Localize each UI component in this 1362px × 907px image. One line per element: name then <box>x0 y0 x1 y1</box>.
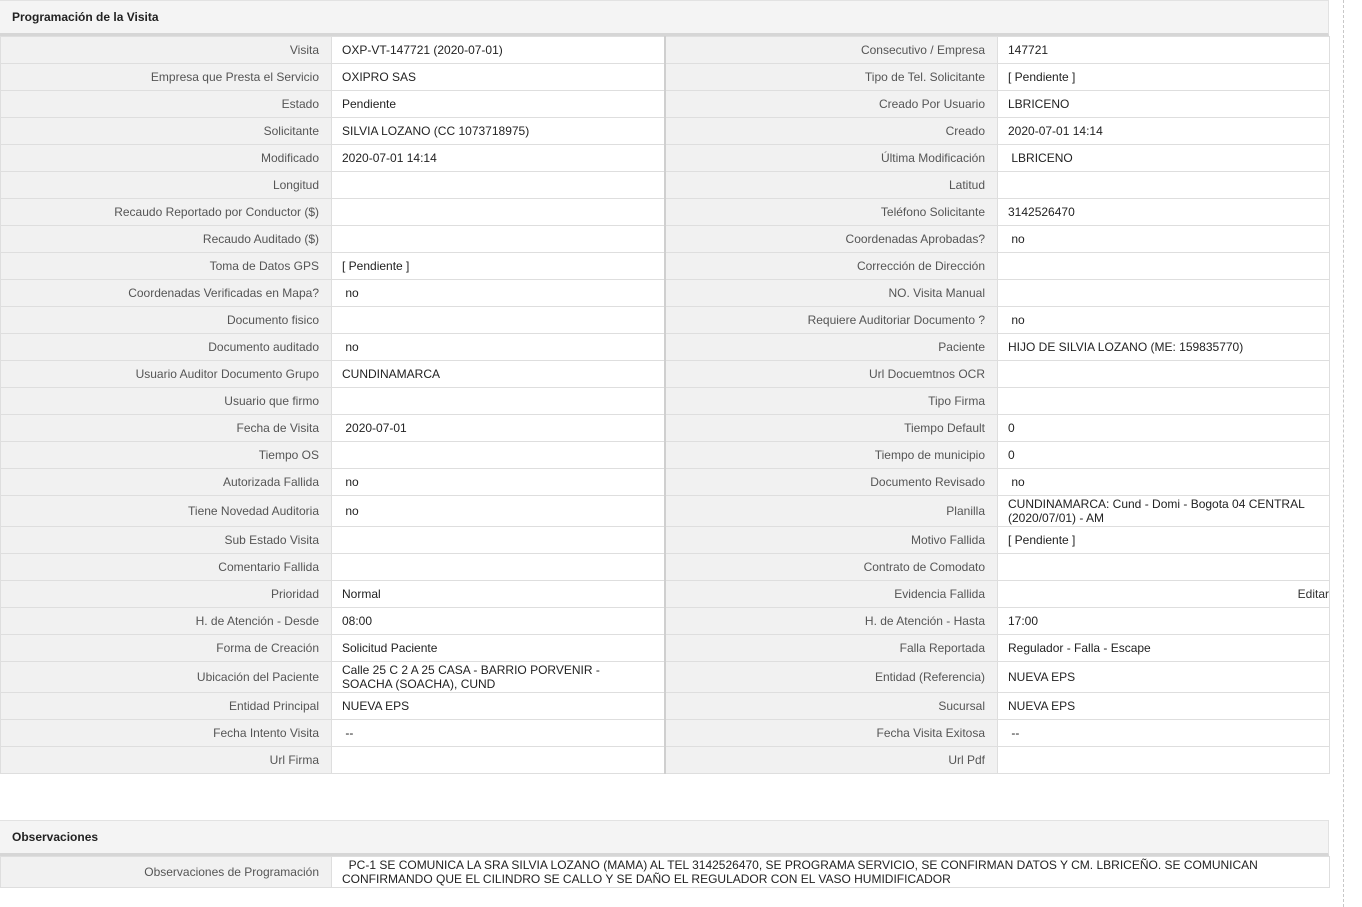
field-label: Ubicación del Paciente <box>1 662 332 693</box>
field-value <box>998 253 1330 280</box>
observaciones-table <box>0 856 1330 888</box>
field-value: SILVIA LOZANO (CC 1073718975) <box>332 118 665 145</box>
field-value: no <box>998 307 1330 334</box>
field-value: NUEVA EPS <box>332 693 665 720</box>
table-row <box>1 496 1330 527</box>
field-value <box>332 226 665 253</box>
field-label: Tiene Novedad Auditoria <box>1 496 332 527</box>
field-value: Pendiente <box>332 91 665 118</box>
field-label: Recaudo Reportado por Conductor ($) <box>1 199 332 226</box>
field-value <box>332 527 665 554</box>
field-value: no <box>998 469 1330 496</box>
field-value: Calle 25 C 2 A 25 CASA - BARRIO PORVENIR - SOACHA (SOACHA), CUND <box>332 662 665 693</box>
field-label: Fecha de Visita <box>1 415 332 442</box>
field-label: Sucursal <box>665 693 998 720</box>
table-row <box>1 253 1330 280</box>
field-label: Entidad (Referencia) <box>665 662 998 693</box>
field-value: NUEVA EPS <box>998 662 1330 693</box>
table-row <box>1 145 1330 172</box>
field-label: Documento auditado <box>1 334 332 361</box>
field-label: Creado Por Usuario <box>665 91 998 118</box>
field-label: Usuario Auditor Documento Grupo <box>1 361 332 388</box>
field-value: 2020-07-01 14:14 <box>332 145 665 172</box>
field-value <box>332 172 665 199</box>
table-row <box>1 388 1330 415</box>
field-value: 3142526470 <box>998 199 1330 226</box>
field-value <box>332 554 665 581</box>
field-value: Solicitud Paciente <box>332 635 665 662</box>
field-label: Tipo de Tel. Solicitante <box>665 64 998 91</box>
visit-details-table <box>0 36 1330 774</box>
field-value: 2020-07-01 <box>332 415 665 442</box>
field-label: Url Firma <box>1 747 332 774</box>
field-label: H. de Atención - Desde <box>1 608 332 635</box>
field-label: Creado <box>665 118 998 145</box>
table-row <box>1 361 1330 388</box>
field-value <box>998 554 1330 581</box>
field-value: no <box>332 469 665 496</box>
field-label: Consecutivo / Empresa <box>665 37 998 64</box>
field-label: Toma de Datos GPS <box>1 253 332 280</box>
table-row <box>1 635 1330 662</box>
panel-title: Observaciones <box>0 820 1329 856</box>
table-row <box>1 442 1330 469</box>
field-value: CUNDINAMARCA <box>332 361 665 388</box>
field-label: Tiempo OS <box>1 442 332 469</box>
field-label: Longitud <box>1 172 332 199</box>
field-label: Usuario que firmo <box>1 388 332 415</box>
field-value: OXIPRO SAS <box>332 64 665 91</box>
field-value <box>332 442 665 469</box>
field-label: Documento fisico <box>1 307 332 334</box>
field-value: HIJO DE SILVIA LOZANO (ME: 159835770) <box>998 334 1330 361</box>
field-value: no <box>332 280 665 307</box>
field-value: no <box>332 496 665 527</box>
field-label: Planilla <box>665 496 998 527</box>
table-row <box>1 693 1330 720</box>
field-value: LBRICENO <box>998 145 1330 172</box>
field-value: -- <box>332 720 665 747</box>
field-label: Fecha Visita Exitosa <box>665 720 998 747</box>
field-value <box>332 747 665 774</box>
panel-title: Programación de la Visita <box>0 0 1329 36</box>
field-label: Empresa que Presta el Servicio <box>1 64 332 91</box>
field-value: Regulador - Falla - Escape <box>998 635 1330 662</box>
table-row <box>1 307 1330 334</box>
table-row <box>1 118 1330 145</box>
table-row <box>1 199 1330 226</box>
field-label: Latitud <box>665 172 998 199</box>
field-label: Url Pdf <box>665 747 998 774</box>
page-divider <box>1343 0 1344 907</box>
table-row <box>1 747 1330 774</box>
field-value <box>998 747 1330 774</box>
field-label: Tiempo de municipio <box>665 442 998 469</box>
field-value <box>998 388 1330 415</box>
field-label: Motivo Fallida <box>665 527 998 554</box>
field-value: 2020-07-01 14:14 <box>998 118 1330 145</box>
field-value <box>332 307 665 334</box>
field-label: Requiere Auditoriar Documento ? <box>665 307 998 334</box>
table-row <box>1 226 1330 253</box>
field-label: Contrato de Comodato <box>665 554 998 581</box>
field-value: no <box>998 226 1330 253</box>
field-value <box>998 581 1330 608</box>
table-row <box>1 91 1330 118</box>
field-label: Tipo Firma <box>665 388 998 415</box>
table-row <box>1 581 1330 608</box>
field-label: Visita <box>1 37 332 64</box>
field-label: Recaudo Auditado ($) <box>1 226 332 253</box>
table-row <box>1 172 1330 199</box>
field-label: Modificado <box>1 145 332 172</box>
field-value: NUEVA EPS <box>998 693 1330 720</box>
field-value: 17:00 <box>998 608 1330 635</box>
field-value: 0 <box>998 415 1330 442</box>
field-label: Autorizada Fallida <box>1 469 332 496</box>
field-value: 0 <box>998 442 1330 469</box>
field-label: Sub Estado Visita <box>1 527 332 554</box>
field-value: Normal <box>332 581 665 608</box>
table-row <box>1 554 1330 581</box>
field-label: Solicitante <box>1 118 332 145</box>
field-value: CUNDINAMARCA: Cund - Domi - Bogota 04 CENTRAL (2020/07/01) - AM <box>998 496 1330 527</box>
field-label: Falla Reportada <box>665 635 998 662</box>
field-value: [ Pendiente ] <box>998 527 1330 554</box>
field-label: Url Docuemtnos OCR <box>665 361 998 388</box>
field-label: Prioridad <box>1 581 332 608</box>
field-label: Última Modificación <box>665 145 998 172</box>
field-label: Coordenadas Aprobadas? <box>665 226 998 253</box>
table-row <box>1 527 1330 554</box>
field-label: Entidad Principal <box>1 693 332 720</box>
field-value: [ Pendiente ] <box>332 253 665 280</box>
table-row <box>1 608 1330 635</box>
field-value: PC-1 SE COMUNICA LA SRA SILVIA LOZANO (MAMA) AL TEL 3142526470, SE PROGRAMA SERVICIO, SE CONFIRMAN DATOS Y CM. LBRICEÑO. SE COMUNICAN CONFIRMANDO QUE EL CILINDRO SE CALLO Y SE DAÑO EL REGULADOR CON EL VASO HUMIDIFICADOR <box>332 857 1330 888</box>
field-value <box>998 280 1330 307</box>
field-label: H. de Atención - Hasta <box>665 608 998 635</box>
table-row <box>1 64 1330 91</box>
field-label: Evidencia Fallida <box>665 581 998 608</box>
table-row <box>1 415 1330 442</box>
field-label: Estado <box>1 91 332 118</box>
field-label: Paciente <box>665 334 998 361</box>
field-label: Coordenadas Verificadas en Mapa? <box>1 280 332 307</box>
field-value: -- <box>998 720 1330 747</box>
field-value: 08:00 <box>332 608 665 635</box>
edit-link[interactable]: Editar <box>1297 587 1329 601</box>
field-value: LBRICENO <box>998 91 1330 118</box>
table-row <box>1 334 1330 361</box>
table-row <box>1 37 1330 64</box>
field-label: NO. Visita Manual <box>665 280 998 307</box>
field-value: [ Pendiente ] <box>998 64 1330 91</box>
table-row <box>1 662 1330 693</box>
observaciones-panel <box>0 820 1329 888</box>
table-row <box>1 720 1330 747</box>
field-label: Comentario Fallida <box>1 554 332 581</box>
field-value: 147721 <box>998 37 1330 64</box>
table-row <box>1 857 1330 888</box>
field-label: Forma de Creación <box>1 635 332 662</box>
field-value: OXP-VT-147721 (2020-07-01) <box>332 37 665 64</box>
field-label: Teléfono Solicitante <box>665 199 998 226</box>
table-row <box>1 469 1330 496</box>
field-value <box>332 388 665 415</box>
field-label: Observaciones de Programación <box>1 857 332 888</box>
field-value <box>332 199 665 226</box>
field-value: no <box>332 334 665 361</box>
table-row <box>1 280 1330 307</box>
field-label: Documento Revisado <box>665 469 998 496</box>
field-label: Tiempo Default <box>665 415 998 442</box>
field-value <box>998 172 1330 199</box>
field-label: Fecha Intento Visita <box>1 720 332 747</box>
field-label: Corrección de Dirección <box>665 253 998 280</box>
field-value <box>998 361 1330 388</box>
